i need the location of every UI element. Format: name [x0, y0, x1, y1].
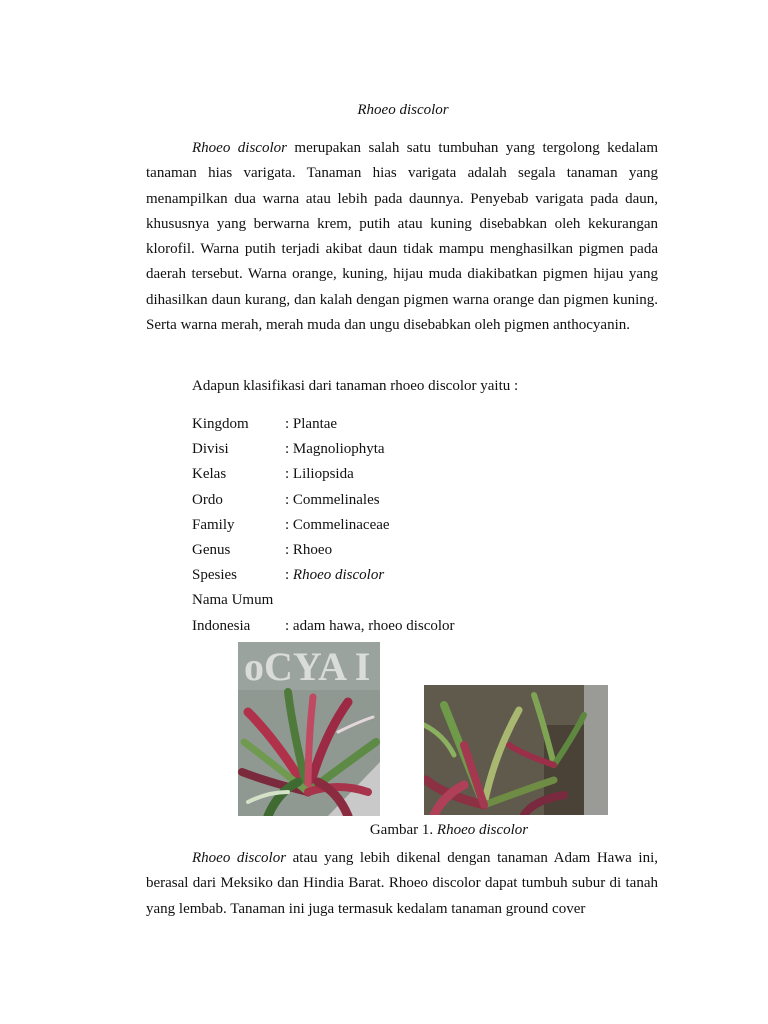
- species-name: Rhoeo discolor: [192, 850, 287, 866]
- classification-value-italic: Rhoeo discolor: [292, 567, 385, 584]
- classification-table: [192, 412, 455, 639]
- species-name: Rhoeo discolor: [192, 140, 287, 156]
- classification-row: [192, 563, 455, 588]
- classification-value: : Commelinaceae: [285, 516, 390, 533]
- classification-key: Spesies: [192, 567, 237, 584]
- paragraph-intro: [146, 136, 658, 338]
- classification-value: : adam hawa, rhoeo discolor: [285, 617, 455, 634]
- classification-row: [192, 538, 455, 563]
- classification-value: : Rhoeo: [285, 541, 333, 558]
- plant-photo-right: [424, 685, 608, 815]
- classification-intro: Adapun klasifikasi dari tanaman rhoeo discolor yaitu :: [192, 378, 519, 394]
- caption-species: Rhoeo discolor: [436, 822, 529, 838]
- classification-value: :: [285, 567, 293, 584]
- classification-value: : Liliopsida: [285, 466, 354, 483]
- classification-key: Genus: [192, 541, 231, 558]
- classification-row: [192, 488, 455, 513]
- classification-key: Indonesia: [192, 617, 251, 634]
- classification-value: : Plantae: [285, 416, 338, 432]
- classification-value: : Magnoliophyta: [285, 441, 385, 458]
- classification-key: Kingdom: [192, 416, 249, 432]
- photo-watermark: oCYA I: [244, 644, 371, 689]
- classification-key: Divisi: [192, 441, 229, 458]
- classification-row: [192, 462, 455, 487]
- paragraph-origin-text: atau yang lebih dikenal dengan tanaman Adam Hawa ini, berasal dari Meksiko dan Hindia Barat. Rhoeo discolor dapat tumbuh subur di tanah yang lembab. Tanaman ini juga termasuk kedalam tanaman ground cover: [146, 850, 658, 917]
- classification-row: [192, 437, 455, 462]
- paragraph-intro-text: merupakan salah satu tumbuhan yang tergolong kedalam tanaman hias varigata. Tanaman hias varigata adalah segala tanaman yang menampilkan dua warna atau lebih pada daunnya. Penyebab varigata pada daun, khususnya yang berwarna krem, putih atau kuning disebabkan oleh kekurangan klorofil. Warna putih terjadi akibat daun tidak mampu menghasilkan pigmen pada daerah tersebut. Warna orange, kuning, hijau muda diakibatkan pigmen hijau yang dihasilkan daun kurang, dan kalah dengan pigmen warna orange dan pigmen kuning. Serta warna merah, merah muda dan ungu disebabkan oleh pigmen anthocyanin.: [146, 140, 658, 334]
- caption-prefix: Gambar 1.: [369, 822, 437, 838]
- classification-key: Kelas: [192, 466, 227, 483]
- classification-key: Ordo: [192, 491, 223, 508]
- plant-photo-left: [238, 642, 380, 816]
- classification-row: [192, 588, 455, 613]
- classification-key: Nama Umum: [192, 592, 274, 609]
- classification-value: : Commelinales: [285, 491, 380, 508]
- figure-caption: [0, 822, 768, 839]
- classification-row: [192, 412, 455, 437]
- classification-key: Family: [192, 516, 235, 533]
- classification-row: [192, 513, 455, 538]
- document-title: Rhoeo discolor: [357, 102, 449, 118]
- paragraph-origin: [146, 846, 658, 922]
- classification-row: [192, 614, 455, 639]
